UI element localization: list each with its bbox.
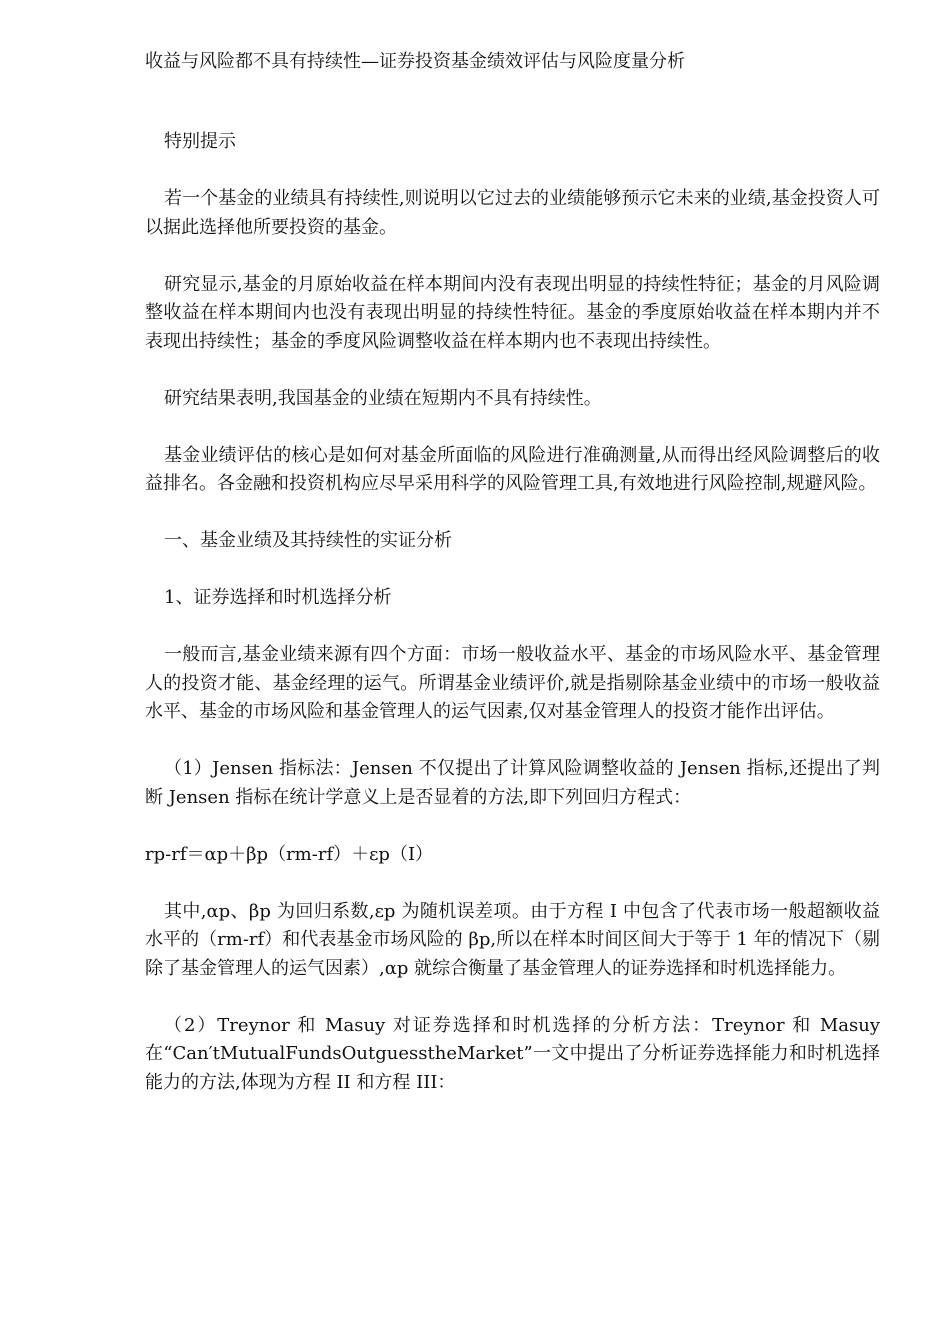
paragraph: 其中,αp、βp 为回归系数,εp 为随机误差项。由于方程 I 中包含了代表市场一般超额收益水平的（rm-rf）和代表基金市场风险的 βp,所以在样本时间区间大于等于 1 年的情况下（剔除了基金管理人的运气因素）,αp 就综合衡量了基金管理人的证券选择和时机选择能力。	[145, 900, 880, 979]
special-notice-heading: 特别提示	[164, 131, 236, 152]
paragraph: 研究结果表明,我国基金的业绩在短期内不具有持续性。	[164, 387, 602, 409]
paragraph: 基金业绩评估的核心是如何对基金所面临的风险进行准确测量,从而得出经风险调整后的收益排名。各金融和投资机构应尽早采用科学的风险管理工具,有效地进行风险控制,规避风险。	[145, 444, 880, 494]
paragraph: 研究显示,基金的月原始收益在样本期间内没有表现出明显的持续性特征；基金的月风险调整收益在样本期间内也没有表现出明显的持续性特征。基金的季度原始收益在样本期内并不表现出持续性；基金的季度风险调整收益在样本期内也不表现出持续性。	[145, 273, 880, 352]
paragraph: 一般而言,基金业绩来源有四个方面：市场一般收益水平、基金的市场风险水平、基金管理人的投资才能、基金经理的运气。所谓基金业绩评价,就是指剔除基金业绩中的市场一般收益水平、基金的市场风险和基金管理人的运气因素,仅对基金管理人的投资才能作出评估。	[145, 644, 880, 722]
document-page	[145, 48, 880, 1126]
document-title: 收益与风险都不具有持续性—证券投资基金绩效评估与风险度量分析	[145, 51, 685, 72]
paragraph: （2）Treynor 和 Masuy 对证券选择和时机选择的分析方法：Treynor 和 Masuy 在“Can′tMutualFundsOutguesstheMarket”一文中提出了分析证券选择能力和时机选择能力的方法,体现为方程 II 和方程 III：	[145, 1014, 880, 1093]
paragraph: （1）Jensen 指标法：Jensen 不仅提出了计算风险调整收益的 Jensen 指标,还提出了判断 Jensen 指标在统计学意义上是否显着的方法,即下列回归方程式：	[145, 758, 880, 808]
paragraph: 若一个基金的业绩具有持续性,则说明以它过去的业绩能够预示它未来的业绩,基金投资人可以据此选择他所要投资的基金。	[145, 188, 880, 238]
equation: rp-rf＝αp＋βp（rm-rf）＋εp（I）	[145, 843, 434, 865]
section-heading: 一、基金业绩及其持续性的实证分析	[164, 530, 452, 551]
subsection-heading: 1、证券选择和时机选择分析	[164, 587, 392, 608]
